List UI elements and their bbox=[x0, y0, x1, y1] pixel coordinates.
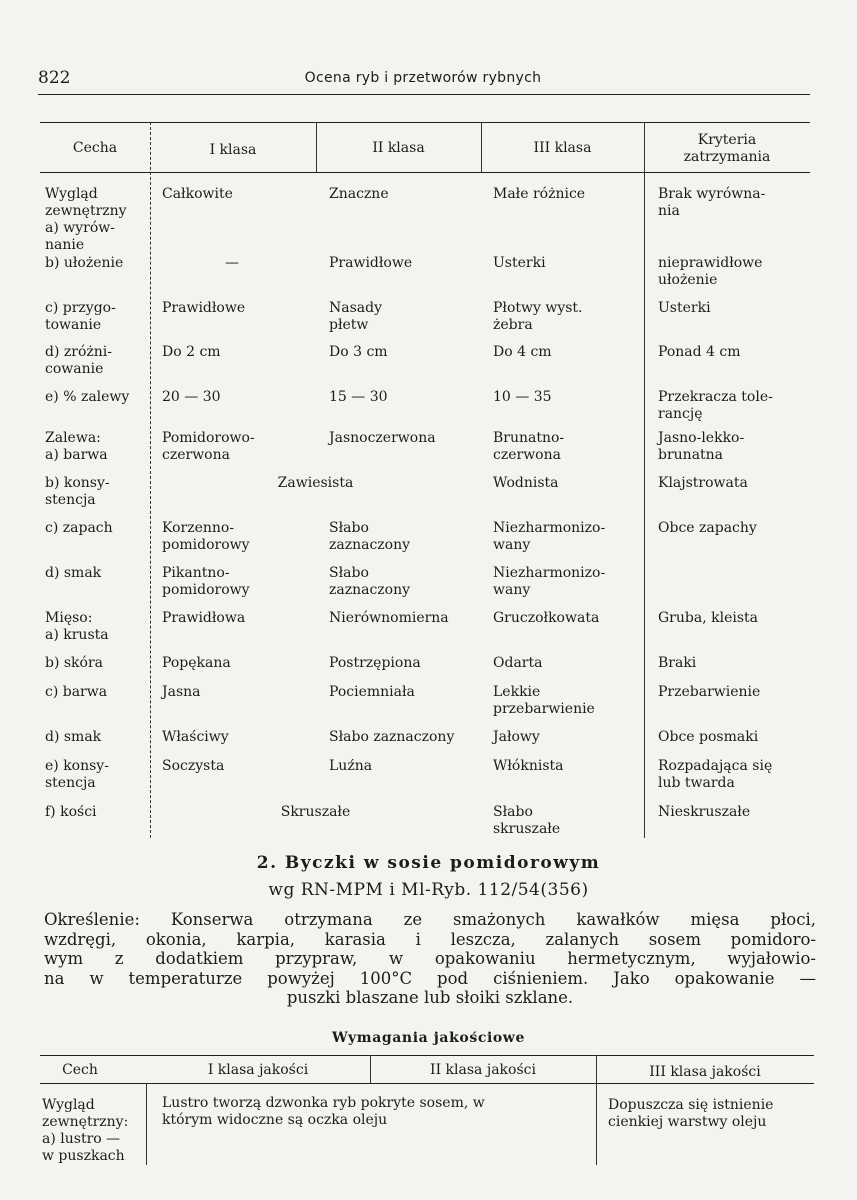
header-cecha: Cecha bbox=[72, 140, 118, 156]
cell-line: płetw bbox=[329, 317, 369, 333]
cell-line: pomidorowy bbox=[162, 582, 250, 598]
running-head: Ocena ryb i przetworów rybnych bbox=[304, 70, 542, 86]
paragraph-line: wzdręgi, okonia, karpia, karasia i leszcza, zalanych sosem pomidoro- bbox=[44, 929, 816, 949]
cell-line: Włóknista bbox=[493, 758, 564, 774]
table-cell-cecha bbox=[45, 565, 101, 582]
cell-line: stencja bbox=[45, 492, 96, 508]
table-cell-c4 bbox=[658, 684, 760, 701]
cell-line: Prawidłowe bbox=[329, 255, 413, 271]
cell-line: żebra bbox=[493, 317, 533, 333]
cell-line: Nieskruszałe bbox=[658, 804, 751, 820]
cell-line: nanie bbox=[45, 237, 85, 253]
table-cell-cecha bbox=[45, 655, 103, 672]
cell-line: Klajstrowata bbox=[658, 475, 748, 491]
header-kryteria-line: Kryteria bbox=[697, 132, 757, 148]
header-kryteria bbox=[644, 132, 810, 166]
header-cecha: Cech bbox=[62, 1062, 98, 1078]
table-cell-c4 bbox=[658, 729, 758, 746]
table-cell-c2 bbox=[329, 729, 454, 746]
cell-line: a) wyrów- bbox=[45, 220, 115, 236]
table-cell-c4 bbox=[658, 520, 757, 537]
cell-line: c) zapach bbox=[45, 520, 113, 536]
cell-line: zaznaczony bbox=[329, 537, 411, 553]
table-cell-c2 bbox=[329, 565, 410, 599]
cell-line: d) smak bbox=[45, 729, 102, 745]
table-cell-c1 bbox=[162, 565, 250, 599]
cell-line: brunatna bbox=[658, 447, 724, 463]
cell-line: Niezharmonizo- bbox=[493, 520, 606, 536]
table-cell-c2 bbox=[329, 610, 449, 627]
cell-line: Słabo bbox=[329, 565, 369, 581]
cell-line: b) skóra bbox=[45, 655, 104, 671]
cell-line: cienkiej warstwy oleju bbox=[608, 1114, 767, 1130]
table-top-rule bbox=[40, 122, 810, 123]
header-klasa-1: I klasa bbox=[209, 142, 257, 158]
cell-line: 15 — 30 bbox=[329, 389, 388, 405]
table-cell-cecha bbox=[45, 520, 113, 537]
cell-line: 10 — 35 bbox=[493, 389, 552, 405]
header-klasa-1: I klasa jakości bbox=[207, 1062, 309, 1078]
cell-line: Zalewa: bbox=[45, 430, 101, 446]
table-cell-cecha bbox=[45, 255, 123, 272]
table-cell-c4 bbox=[658, 610, 758, 627]
cell-line: d) smak bbox=[45, 565, 102, 581]
table-cell-c1 bbox=[162, 300, 245, 317]
table-cell-c1 bbox=[162, 430, 255, 464]
cell-line: Wygląd bbox=[45, 186, 98, 202]
table-cell-c4 bbox=[658, 344, 741, 361]
cell-line: Korzenno- bbox=[162, 520, 235, 536]
paragraph-line: wym z dodatkiem przypraw, w opakowaniu hermetycznym, wyjałowio- bbox=[44, 949, 816, 968]
cell-line: d) zróżni- bbox=[45, 344, 112, 360]
table-cell-c2 bbox=[329, 655, 421, 672]
section-title: 2. Byczki w sosie pomidorowym bbox=[256, 853, 601, 873]
cell-line: którym widoczne są oczka oleju bbox=[162, 1112, 388, 1128]
table-cell-c4 bbox=[658, 186, 765, 220]
quality-table bbox=[40, 122, 810, 838]
cell-line: Luźna bbox=[329, 758, 373, 774]
cell-line: Słabo zaznaczony bbox=[329, 729, 455, 745]
requirements-table bbox=[40, 1055, 814, 1165]
table-cell-c4 bbox=[658, 430, 744, 464]
cell-line: Lekkie bbox=[493, 684, 541, 700]
cell-line: zewnętrzny bbox=[45, 203, 127, 219]
column-divider bbox=[146, 1083, 147, 1165]
cell-line: Ponad 4 cm bbox=[658, 344, 741, 360]
cell-line: rancję bbox=[658, 406, 703, 422]
requirements-title: Wymagania jakościowe bbox=[332, 1030, 525, 1046]
cell-line: ułożenie bbox=[658, 272, 718, 288]
cell-line: Przebarwienie bbox=[658, 684, 761, 700]
cell-line: cowanie bbox=[45, 361, 104, 377]
cell-line: Usterki bbox=[658, 300, 711, 316]
cell-line: Znaczne bbox=[329, 186, 389, 202]
table-cell-c3 bbox=[493, 655, 542, 672]
cell-line: e) % zalewy bbox=[45, 389, 130, 405]
table-cell-cecha bbox=[45, 475, 110, 509]
cell-line: Słabo bbox=[329, 520, 369, 536]
cell-line: a) lustro — bbox=[42, 1131, 121, 1147]
cell-line: Nasady bbox=[329, 300, 382, 316]
table-cell-c1 bbox=[162, 655, 231, 672]
cell-line: Gruba, kleista bbox=[658, 610, 758, 626]
header-kryteria-line: zatrzymania bbox=[683, 149, 771, 165]
cell-line: Do 2 cm bbox=[162, 344, 221, 360]
table-cell-c2 bbox=[329, 430, 436, 447]
header-klasa-3: III klasa jakości bbox=[649, 1064, 761, 1080]
table-cell-cecha bbox=[45, 610, 109, 644]
header-klasa-2: II klasa jakości bbox=[430, 1062, 536, 1078]
table-cell-c1 bbox=[225, 255, 239, 272]
table-cell-c3 bbox=[493, 430, 564, 464]
table-cell-c3 bbox=[493, 255, 546, 272]
cell-line: Brunatno- bbox=[493, 430, 565, 446]
table-cell-merged: Skruszałe bbox=[280, 804, 351, 820]
paragraph-line: puszki blaszane lub słoiki szklane. bbox=[286, 988, 574, 1007]
table-cell-c3 bbox=[493, 344, 552, 361]
table-cell-c2 bbox=[329, 520, 410, 554]
row-klasa-3 bbox=[608, 1097, 773, 1131]
cell-line: e) konsy- bbox=[45, 758, 109, 774]
cell-line: Rozpadająca się bbox=[658, 758, 773, 774]
cell-line: czerwona bbox=[162, 447, 230, 463]
paragraph-line: na w temperaturze powyżej 100°C pod ciśnieniem. Jako opakowanie — bbox=[44, 968, 816, 988]
cell-line: Niezharmonizo- bbox=[493, 565, 606, 581]
cell-line: wany bbox=[493, 582, 531, 598]
cell-line: 20 — 30 bbox=[162, 389, 221, 405]
cell-line: a) krusta bbox=[45, 627, 109, 643]
table-cell-c4 bbox=[658, 804, 750, 821]
table-cell-c2 bbox=[329, 300, 382, 334]
cell-line: towanie bbox=[45, 317, 102, 333]
table-cell-c4 bbox=[658, 655, 696, 672]
cell-line: nia bbox=[658, 203, 680, 219]
cell-line: Wygląd bbox=[42, 1097, 95, 1113]
page-header bbox=[38, 68, 808, 94]
cell-line: Popękana bbox=[162, 655, 231, 671]
cell-line: Właściwy bbox=[162, 729, 229, 745]
table-cell-c3 bbox=[493, 565, 605, 599]
cell-line: Do 4 cm bbox=[493, 344, 552, 360]
cell-line: lub twarda bbox=[658, 775, 735, 791]
table-cell-cecha bbox=[45, 344, 112, 378]
table-cell-c2 bbox=[329, 255, 412, 272]
cell-line: Wodnista bbox=[493, 475, 559, 491]
table-cell-c3 bbox=[493, 684, 595, 718]
table-cell-cecha bbox=[45, 684, 107, 701]
cell-line: c) barwa bbox=[45, 684, 108, 700]
table-cell-c4 bbox=[658, 300, 711, 317]
table-cell-c4 bbox=[658, 475, 748, 492]
table-cell-c2 bbox=[329, 186, 389, 203]
cell-line: b) ułożenie bbox=[45, 255, 124, 271]
cell-line: wany bbox=[493, 537, 531, 553]
table-header-rule bbox=[40, 1083, 814, 1084]
table-cell-c1 bbox=[162, 344, 221, 361]
row-cecha bbox=[42, 1097, 128, 1165]
table-cell-c1 bbox=[162, 389, 221, 406]
table-cell-c2 bbox=[329, 684, 415, 701]
cell-line: Do 3 cm bbox=[329, 344, 388, 360]
table-cell-c3 bbox=[493, 186, 585, 203]
table-cell-cecha bbox=[45, 729, 101, 746]
cell-line: Płotwy wyst. bbox=[493, 300, 583, 316]
cell-line: Jałowy bbox=[493, 729, 540, 745]
table-cell-cecha bbox=[45, 430, 108, 464]
paragraph-line: Określenie: Konserwa otrzymana ze smażonych kawałków mięsa płoci, bbox=[44, 910, 816, 929]
cell-line: Braki bbox=[658, 655, 697, 671]
cell-line: czerwona bbox=[493, 447, 561, 463]
cell-line: Pociemniała bbox=[329, 684, 415, 700]
table-cell-c4 bbox=[658, 389, 773, 423]
cell-line: Odarta bbox=[493, 655, 543, 671]
cell-line: Soczysta bbox=[162, 758, 225, 774]
table-cell-c3 bbox=[493, 758, 564, 775]
table-cell-c1 bbox=[162, 758, 224, 775]
cell-line: Mięso: bbox=[45, 610, 93, 626]
definition-paragraph bbox=[44, 910, 816, 1008]
cell-line: stencja bbox=[45, 775, 96, 791]
table-top-rule bbox=[40, 1055, 814, 1056]
table-cell-c3 bbox=[493, 804, 560, 838]
cell-line: pomidorowy bbox=[162, 537, 250, 553]
cell-line: f) kości bbox=[45, 804, 97, 820]
table-cell-c3 bbox=[493, 610, 599, 627]
table-cell-c4 bbox=[658, 255, 762, 289]
cell-line: Gruczołkowata bbox=[493, 610, 600, 626]
cell-line: Pikantno- bbox=[162, 565, 230, 581]
table-cell-c1 bbox=[162, 520, 250, 554]
table-header-rule bbox=[40, 172, 810, 173]
table-cell-c3 bbox=[493, 729, 540, 746]
table-cell-c3 bbox=[493, 300, 583, 334]
cell-line: Przekracza tole- bbox=[658, 389, 773, 405]
table-cell-c2 bbox=[329, 344, 388, 361]
cell-line: Prawidłowe bbox=[162, 300, 246, 316]
cell-line: Słabo bbox=[493, 804, 533, 820]
cell-line: Nierównomierna bbox=[329, 610, 449, 626]
table-cell-c3 bbox=[493, 520, 605, 554]
table-cell-cecha bbox=[45, 186, 127, 254]
table-cell-c3 bbox=[493, 389, 552, 406]
table-cell-cecha bbox=[45, 758, 109, 792]
cell-line: Postrzępiona bbox=[329, 655, 421, 671]
cell-line: b) konsy- bbox=[45, 475, 110, 491]
header-klasa-2: II klasa bbox=[372, 140, 425, 156]
cell-line: Pomidorowo- bbox=[162, 430, 255, 446]
section-subtitle: wg RN-MPM i Ml-Ryb. 112/54(356) bbox=[268, 880, 589, 900]
cell-line: Usterki bbox=[493, 255, 546, 271]
table-cell-c1 bbox=[162, 684, 201, 701]
table-cell-c4 bbox=[658, 758, 772, 792]
table-cell-cecha bbox=[45, 389, 129, 406]
cell-line: przebarwienie bbox=[493, 701, 595, 717]
header-rule bbox=[38, 94, 810, 95]
table-cell-c1 bbox=[162, 610, 245, 627]
cell-line: Lustro tworzą dzwonka ryb pokryte sosem, w bbox=[162, 1095, 485, 1111]
cell-line: w puszkach bbox=[42, 1148, 125, 1164]
table-cell-cecha bbox=[45, 300, 116, 334]
cell-line: Jasno-lekko- bbox=[658, 430, 745, 446]
cell-line: skruszałe bbox=[493, 821, 561, 837]
cell-line: Prawidłowa bbox=[162, 610, 246, 626]
cell-line: a) barwa bbox=[45, 447, 108, 463]
cell-line: — bbox=[225, 255, 239, 271]
table-cell-c2 bbox=[329, 758, 372, 775]
cell-line: Jasna bbox=[162, 684, 201, 700]
page-number: 822 bbox=[38, 68, 71, 88]
row-klasa-1-2 bbox=[162, 1095, 485, 1129]
table-cell-c2 bbox=[329, 389, 388, 406]
cell-line: Obce posmaki bbox=[658, 729, 759, 745]
cell-line: zaznaczony bbox=[329, 582, 411, 598]
cell-line: Obce zapachy bbox=[658, 520, 757, 536]
column-divider bbox=[644, 122, 645, 838]
cell-line: Całkowite bbox=[162, 186, 233, 202]
cell-line: Małe różnice bbox=[493, 186, 586, 202]
cell-line: zewnętrzny: bbox=[42, 1114, 129, 1130]
cell-line: Dopuszcza się istnienie bbox=[608, 1097, 774, 1113]
table-cell-c3 bbox=[493, 475, 558, 492]
cell-line: Jasnoczerwona bbox=[329, 430, 436, 446]
cell-line: nieprawidłowe bbox=[658, 255, 763, 271]
header-klasa-3: III klasa bbox=[533, 140, 592, 156]
cell-line: c) przygo- bbox=[45, 300, 116, 316]
cell-line: Brak wyrówna- bbox=[658, 186, 766, 202]
table-cell-cecha bbox=[45, 804, 97, 821]
table-cell-c1 bbox=[162, 729, 229, 746]
table-cell-c1 bbox=[162, 186, 233, 203]
table-cell-merged: Zawiesista bbox=[277, 475, 354, 491]
